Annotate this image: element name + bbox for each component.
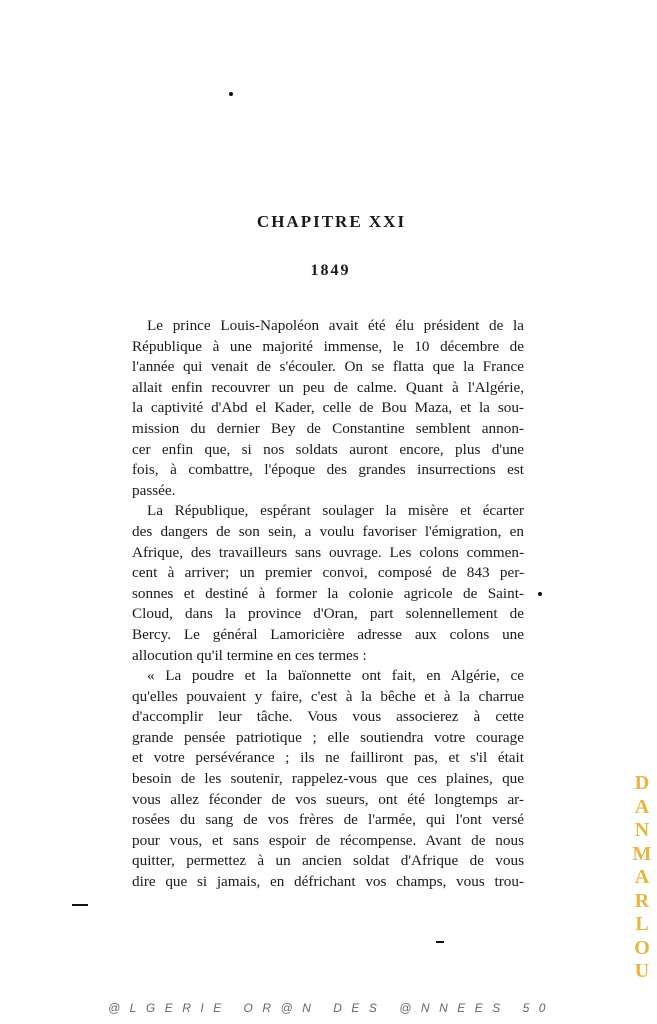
text-line: Afrique, des travailleurs sans ouvrage. Les colons commen- — [132, 543, 524, 561]
scan-speck — [538, 592, 542, 596]
text-line: des dangers de son sein, a voulu favoriser l'émigration, en — [132, 522, 524, 540]
text-line: cent à arriver; un premier convoi, composé de 843 per- — [132, 564, 524, 582]
text-line: l'année qui venait de s'écouler. On se flatta que la France — [132, 358, 524, 376]
text-line: passée. — [132, 481, 176, 499]
text-line: besoin de les soutenir, rappelez-vous que ces plaines, que — [132, 770, 524, 788]
chapter-title: CHAPITRE XXI — [256, 212, 407, 231]
watermark-letter: N — [634, 819, 650, 841]
text-line: d'accomplir leur tâche. Vous vous associerez à cette — [132, 708, 524, 726]
watermark-letter: D — [634, 772, 650, 794]
text-line: « La poudre et la baïonnette ont fait, en Algérie, ce — [147, 667, 524, 685]
text-line: pour vous, et sans espoir de récompense. Avant de nous — [132, 831, 524, 849]
text-line: vous allez féconder de vos sueurs, ont été longtemps ar- — [132, 790, 524, 808]
watermark-letter: O — [634, 936, 650, 959]
text-line: rosées du sang de vos frères de l'armée, qui l'ont versé — [132, 811, 524, 829]
text-line: dire que si jamais, en défrichant vos champs, vous trou- — [132, 873, 524, 891]
watermark-letter: R — [634, 889, 650, 912]
text-line: allait enfin recouvrer un peu de calme. Quant à l'Algérie, — [132, 378, 524, 396]
text-line: mission du dernier Bey de Constantine semblent annon- — [132, 419, 524, 437]
scan-dash — [436, 941, 444, 943]
watermark-letter: A — [634, 795, 650, 818]
scan-dash — [72, 904, 88, 906]
text-line: Bercy. Le général Lamoricière adresse aux colons une — [132, 625, 524, 643]
text-line: et votre persévérance ; ils ne failliront pas, et s'il était — [132, 749, 524, 767]
paragraph-3 — [132, 666, 524, 893]
watermark-letter: M — [632, 842, 652, 865]
chapter-year: 1849 — [310, 262, 351, 279]
watermark-letter: L — [635, 913, 649, 935]
text-line: grande pensée patriotique ; elle soutiendra votre courage — [132, 728, 524, 746]
paragraph-2 — [132, 501, 524, 666]
text-line: Le prince Louis-Napoléon avait été élu président de la — [147, 317, 524, 334]
footer-caption: @LGERIE OR@N DES @NNEES 50 — [108, 1001, 555, 1015]
watermark — [631, 772, 653, 984]
text-line: fois, à combattre, l'époque des grandes insurrections est — [132, 461, 524, 479]
body-text — [132, 316, 524, 893]
text-line: sonnes et destiné à former la colonie agricole de Saint- — [132, 584, 524, 602]
text-line: qu'elles pouvaient y faire, c'est à la bêche et à la charrue — [132, 687, 524, 705]
watermark-letter: U — [634, 960, 650, 982]
text-line: la captivité d'Abd el Kader, celle de Bou Maza, et la sou- — [132, 399, 524, 417]
watermark-letter: A — [634, 866, 650, 888]
text-line: La République, espérant soulager la misère et écarter — [147, 502, 524, 520]
text-line: quitter, permettez à un ancien soldat d'Afrique de vous — [132, 852, 524, 870]
text-line: cer enfin que, si nos soldats auront encore, plus d'une — [132, 440, 524, 458]
text-line: Cloud, dans la province d'Oran, part solennellement de — [132, 605, 524, 623]
text-line: République à une majorité immense, le 10 décembre de — [132, 337, 524, 355]
scan-speck — [229, 92, 233, 96]
paragraph-1 — [132, 316, 524, 501]
text-line: allocution qu'il termine en ces termes : — [132, 646, 367, 664]
